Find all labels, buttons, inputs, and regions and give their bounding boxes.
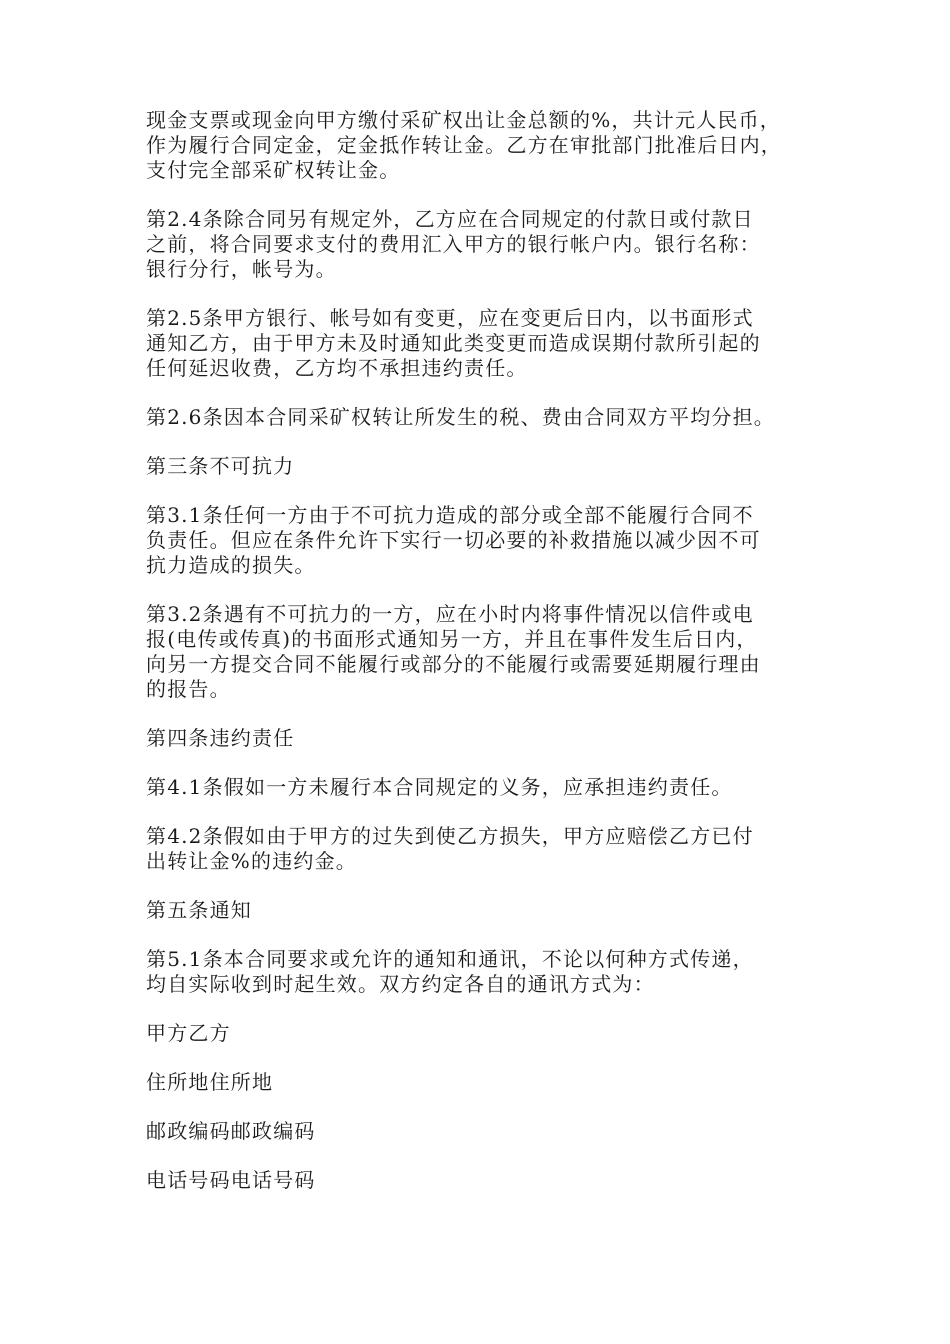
paragraph xyxy=(146,108,810,183)
paragraph xyxy=(146,1168,810,1193)
paragraph xyxy=(146,726,810,751)
paragraph xyxy=(146,454,810,479)
paragraph xyxy=(146,898,810,923)
text-line: 甲方乙方 xyxy=(146,1021,231,1045)
text-line: 第4.2条假如由于甲方的过失到使乙方损失，甲方应赔偿乙方已付 xyxy=(146,824,754,848)
text-line: 电话号码电话号码 xyxy=(146,1168,316,1192)
document-page xyxy=(146,108,810,1217)
text-line: 银行分行，帐号为。 xyxy=(146,257,337,281)
text-line: 第5.1条本合同要求或允许的通知和通讯，不论以何种方式传递， xyxy=(146,947,754,971)
text-line: 第2.6条因本合同采矿权转让所发生的税、费由合同双方平均分担。 xyxy=(146,405,776,429)
text-line: 作为履行合同定金，定金抵作转让金。乙方在审批部门批准后日内， xyxy=(146,133,782,157)
text-line: 之前，将合同要求支付的费用汇入甲方的银行帐户内。银行名称： xyxy=(146,232,761,256)
paragraph xyxy=(146,207,810,282)
text-line: 第三条不可抗力 xyxy=(146,454,295,478)
paragraph xyxy=(146,1119,810,1144)
paragraph xyxy=(146,1021,810,1046)
text-line: 报(电传或传真)的书面形式通知另一方，并且在事件发生后日内， xyxy=(146,627,758,651)
text-line: 第2.4条除合同另有规定外，乙方应在合同规定的付款日或付款日 xyxy=(146,207,754,231)
text-line: 负责任。但应在条件允许下实行一切必要的补救措施以减少因不可 xyxy=(146,528,761,552)
text-line: 第四条违约责任 xyxy=(146,726,295,750)
paragraph xyxy=(146,775,810,800)
paragraph xyxy=(146,824,810,874)
text-line: 第4.1条假如一方未履行本合同规定的义务，应承担违约责任。 xyxy=(146,775,733,799)
paragraph xyxy=(146,602,810,702)
text-line: 第3.2条遇有不可抗力的一方，应在小时内将事件情况以信件或电 xyxy=(146,602,754,626)
text-line: 任何延迟收费，乙方均不承担违约责任。 xyxy=(146,356,528,380)
paragraph xyxy=(146,306,810,381)
text-line: 第五条通知 xyxy=(146,898,252,922)
text-line: 通知乙方，由于甲方未及时通知此类变更而造成误期付款所引起的 xyxy=(146,331,761,355)
paragraph xyxy=(146,503,810,578)
text-line: 第3.1条任何一方由于不可抗力造成的部分或全部不能履行合同不 xyxy=(146,503,754,527)
text-line: 均自实际收到时起生效。双方约定各自的通讯方式为： xyxy=(146,972,655,996)
text-line: 住所地住所地 xyxy=(146,1070,274,1094)
paragraph xyxy=(146,405,810,430)
text-line: 支付完全部采矿权转让金。 xyxy=(146,158,401,182)
text-line: 出转让金%的违约金。 xyxy=(146,849,358,873)
text-line: 抗力造成的损失。 xyxy=(146,553,316,577)
text-line: 现金支票或现金向甲方缴付采矿权出让金总额的%，共计元人民币， xyxy=(146,108,782,132)
text-line: 的报告。 xyxy=(146,677,231,701)
text-line: 向另一方提交合同不能履行或部分的不能履行或需要延期履行理由 xyxy=(146,652,761,676)
text-line: 第2.5条甲方银行、帐号如有变更，应在变更后日内，以书面形式 xyxy=(146,306,754,330)
paragraph xyxy=(146,947,810,997)
text-line: 邮政编码邮政编码 xyxy=(146,1119,316,1143)
paragraph xyxy=(146,1070,810,1095)
